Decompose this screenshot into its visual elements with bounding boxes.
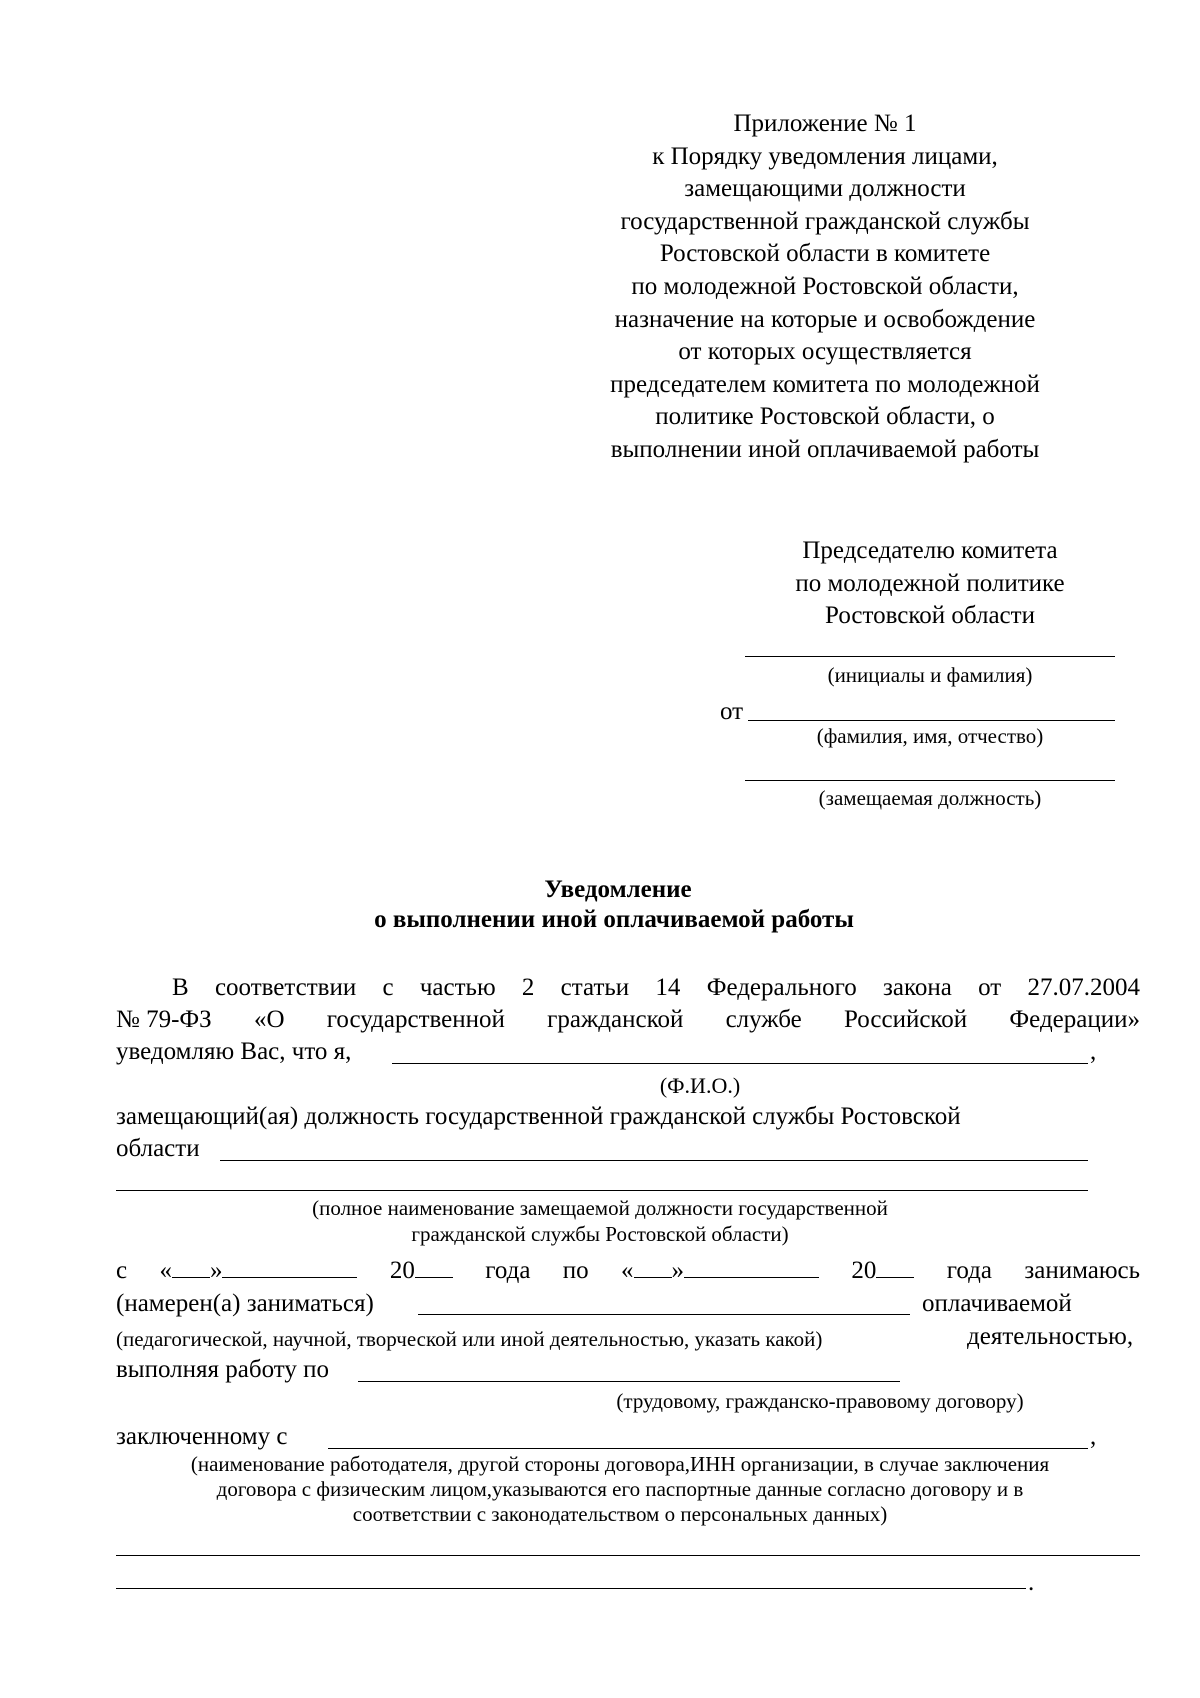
from-label: от — [720, 698, 744, 725]
notify-label: уведомляю Вас, что я, — [116, 1038, 352, 1065]
appendix-line: замещающими должности — [684, 175, 966, 203]
concluded-with-label: заключенному с — [116, 1423, 288, 1450]
period-from: с — [116, 1257, 128, 1284]
position-line: замещающий(ая) должность государственной гражданской службы Ростовской — [116, 1103, 961, 1130]
addressee-line: Ростовской области — [825, 602, 1035, 629]
appendix-line: государственной гражданской службы — [620, 207, 1030, 235]
sender-fio-hint: (фамилия, имя, отчество) — [816, 724, 1044, 748]
appendix-line: назначение на которые и освобождение — [614, 305, 1036, 333]
addressee-line: Председателю комитета — [802, 537, 1058, 564]
position-field-cont[interactable] — [116, 1190, 1088, 1191]
engaged-label: занимаюсь — [1024, 1257, 1140, 1284]
appendix-line: к Порядку уведомления лицами, — [652, 142, 998, 170]
comma: , — [1090, 1423, 1097, 1450]
extra-line-field-2[interactable] — [116, 1588, 1026, 1589]
appendix-line: Ростовской области в комитете — [659, 240, 991, 268]
paid-label: оплачиваемой — [922, 1290, 1072, 1317]
day-from-field[interactable] — [172, 1277, 210, 1278]
position-hint-2: гражданской службы Ростовской области) — [411, 1222, 789, 1246]
activity-hint: (педагогической, научной, творческой или иной деятельностью, указать какой) — [116, 1327, 823, 1351]
comma: , — [1090, 1038, 1097, 1065]
addressee-block — [755, 535, 1105, 633]
sender-fio-field[interactable] — [748, 720, 1115, 721]
fio-field[interactable] — [392, 1063, 1088, 1064]
employer-hint-2: договора с физическим лицом,указываются его паспортные данные согласно договору и в — [216, 1477, 1024, 1501]
day-to-field[interactable] — [634, 1277, 672, 1278]
appendix-line: Приложение № 1 — [733, 110, 917, 137]
appendix-line: по молодежной Ростовской области, — [631, 272, 1019, 300]
year-to-field[interactable] — [876, 1277, 914, 1278]
month-from-field[interactable] — [222, 1277, 357, 1278]
fio-hint: (Ф.И.О.) — [659, 1073, 741, 1098]
position-hint-1: (полное наименование замещаемой должности государственной — [312, 1196, 888, 1220]
appendix-line: председателем комитета по молодежной — [610, 370, 1040, 398]
contract-hint: (трудовому, гражданско-правовому договору) — [616, 1389, 1024, 1413]
addressee-line: по молодежной политике — [795, 569, 1065, 597]
activity-word: деятельностью, — [967, 1323, 1134, 1350]
appendix-line: политике Ростовской области, о — [655, 403, 995, 431]
working-by-label: выполняя работу по — [116, 1356, 329, 1383]
appendix-line: выполнении иной оплачиваемой работы — [610, 435, 1040, 463]
employer-field[interactable] — [328, 1448, 1088, 1449]
period-to: по — [562, 1257, 589, 1284]
initials-field[interactable] — [745, 656, 1115, 657]
month-to-field[interactable] — [684, 1277, 819, 1278]
document-title: Уведомление — [544, 876, 692, 903]
position-field[interactable] — [220, 1160, 1088, 1161]
year-from-field[interactable] — [415, 1277, 453, 1278]
activity-field[interactable] — [418, 1314, 910, 1315]
employer-hint-3: соответствии с законодательством о персональных данных) — [352, 1502, 888, 1526]
period-mark: . — [1028, 1569, 1035, 1596]
employer-hint-1: (наименование работодателя, другой стороны договора,ИНН организации, в случае заключения — [190, 1452, 1050, 1476]
sender-position-field[interactable] — [745, 780, 1115, 781]
appendix-block — [565, 108, 1085, 467]
paragraph-line: В соответствии с частью 2 статьи 14 Федерального закона от 27.07.2004 — [172, 974, 1140, 1001]
sender-position-hint: (замещаемая должность) — [818, 786, 1042, 810]
extra-line-field[interactable] — [116, 1555, 1140, 1556]
intend-label: (намерен(а) заниматься) — [116, 1290, 374, 1317]
paragraph-line: № 79-ФЗ «О государственной гражданской службе Российской Федерации» — [116, 1006, 1140, 1033]
initials-hint: (инициалы и фамилия) — [827, 663, 1033, 687]
document-subtitle: о выполнении иной оплачиваемой работы — [374, 906, 854, 933]
period-line: с « » 20 года по « » 20 года занимаюсь — [116, 1257, 1140, 1284]
appendix-line: от которых осуществляется — [678, 338, 972, 366]
contract-type-field[interactable] — [358, 1381, 900, 1382]
oblasti-label: области — [116, 1135, 200, 1162]
